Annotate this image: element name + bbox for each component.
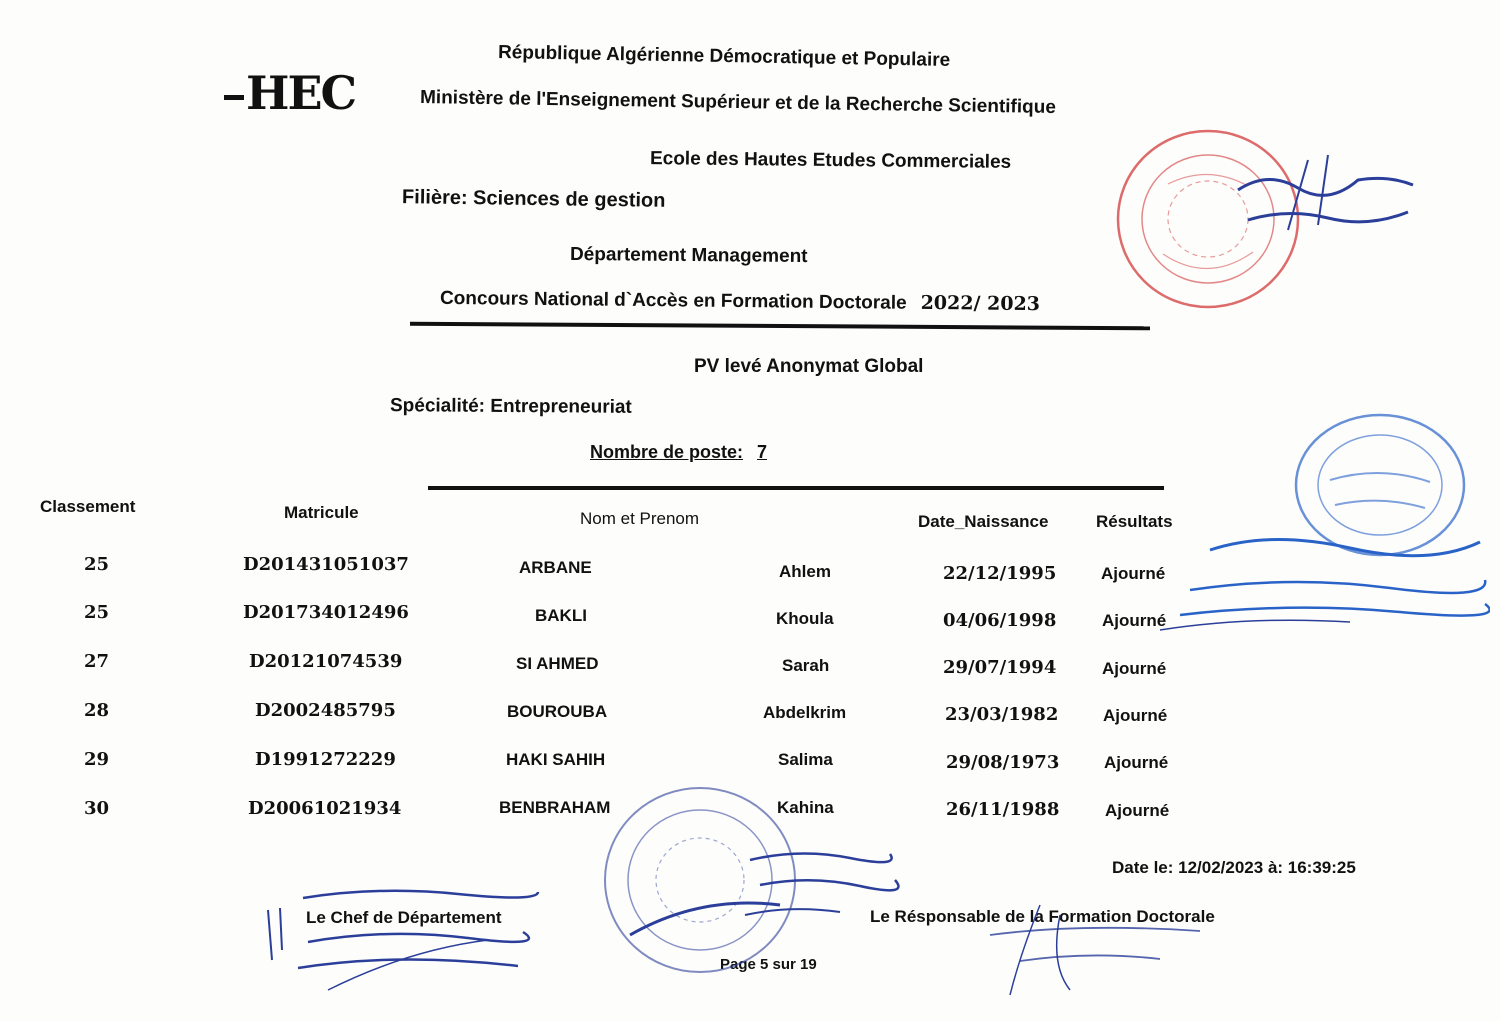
nom-cell: ARBANE [519,558,592,577]
table-top-rule [428,486,1164,490]
result-cell: Ajourné [1102,611,1167,630]
chef-departement-label: Le Chef de Département [306,908,502,927]
concours-text: Concours National d`Accès en Formation Doctorale [439,287,907,314]
nom-cell: SI AHMED [516,654,599,673]
blue-arabic-signature [1150,520,1490,650]
responsable-signature [980,895,1220,1005]
rank-cell: 27 [84,651,110,672]
col-matricule: Matricule [284,503,359,522]
col-nom: Nom et Prenom [580,509,700,528]
prenom-cell: Khoula [776,609,834,628]
hec-logo [224,66,355,120]
rank-cell: 28 [84,700,110,721]
school-line: Ecole des Hautes Etudes Commerciales [649,148,1012,173]
logo-text: HEC [246,66,356,120]
nom-cell: BENBRAHAM [499,798,611,817]
nombre-value: 7 [757,442,768,462]
academic-year: 2022/ 2023 [920,291,1041,316]
col-date: Date_Naissance [918,512,1049,531]
result-cell: Ajourné [1103,706,1168,725]
matricule-cell: D20121074539 [249,651,403,672]
col-classement: Classement [40,497,136,516]
republic-line: République Algérienne Démocratique et Populaire [497,42,951,71]
nom-cell: HAKI SAHIH [506,750,606,769]
matricule-cell: D2002485795 [255,700,396,721]
page-number: Page 5 sur 19 [720,956,817,973]
prenom-cell: Ahlem [779,562,831,581]
matricule-cell: D1991272229 [255,749,396,770]
ministry-line: Ministère de l'Enseignement Supérieur et de la Recherche Scientifique [419,87,1057,118]
committee-signature [740,840,900,930]
date-cell: 26/11/1988 [946,799,1060,820]
issue-date: Date le: 12/02/2023 à: 16:39:25 [1112,858,1356,877]
responsable-formation-label: Le Résponsable de la Formation Doctorale [870,907,1215,926]
matricule-cell: D20061021934 [248,798,402,819]
pv-title: PV levé Anonymat Global [694,356,924,377]
rank-cell: 25 [84,554,110,575]
date-cell: 04/06/1998 [943,610,1057,631]
result-cell: Ajourné [1101,564,1166,583]
rank-cell: 25 [84,602,110,623]
matricule-cell: D201431051037 [243,554,409,575]
department-line: Département Management [569,243,808,268]
header-rule [410,322,1150,331]
prenom-cell: Kahina [777,798,834,817]
rank-cell: 29 [84,749,110,770]
nombre-poste [590,442,767,463]
nombre-label: Nombre de poste: [590,442,744,462]
date-cell: 29/07/1994 [943,657,1057,678]
nom-cell: BOUROUBA [507,702,608,721]
matricule-cell: D201734012496 [243,602,409,623]
chef-signature [258,880,548,1000]
prenom-cell: Salima [778,750,833,769]
table-row [0,700,1500,730]
filiere-line: Filière: Sciences de gestion [401,186,666,212]
date-cell: 29/08/1973 [946,752,1060,773]
table-row [0,749,1500,779]
concours-line [440,287,1040,316]
logo-dash [224,95,244,100]
nom-cell: BAKLI [535,606,587,625]
result-cell: Ajourné [1102,659,1167,678]
table-row [0,651,1500,681]
date-cell: 22/12/1995 [943,563,1057,584]
rank-cell: 30 [84,798,110,819]
prenom-cell: Abdelkrim [763,703,847,722]
col-resultat: Résultats [1096,512,1173,531]
prenom-cell: Sarah [782,656,830,675]
date-cell: 23/03/1982 [945,704,1059,725]
result-cell: Ajourné [1105,801,1170,820]
specialite-line: Spécialité: Entrepreneuriat [389,395,632,418]
result-cell: Ajourné [1104,753,1169,772]
director-signature [1228,150,1428,240]
